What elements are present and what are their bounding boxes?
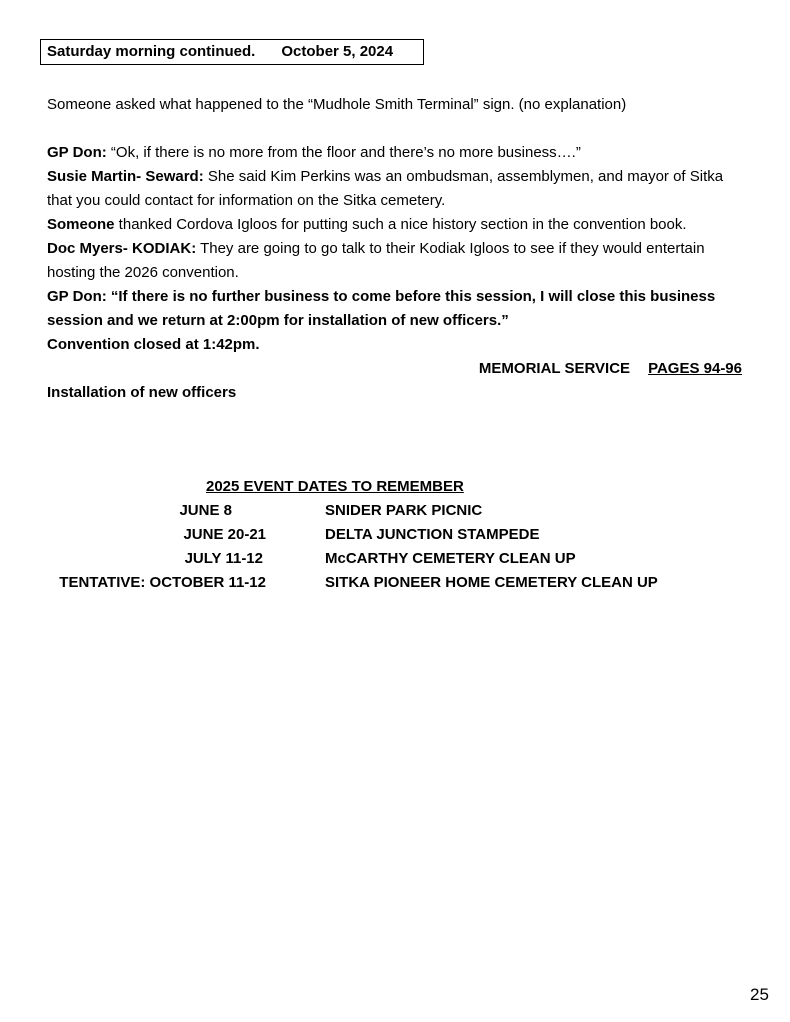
memorial-service-line	[47, 357, 752, 381]
installation-heading: Installation of new officers	[47, 384, 237, 401]
page-number: 25	[750, 985, 769, 1004]
convention-closed: Convention closed at 1:42pm.	[47, 336, 260, 353]
event-date: JUNE 20-21	[183, 526, 266, 543]
event-row	[0, 499, 790, 523]
someone-statement	[47, 213, 752, 237]
speaker-name: Doc Myers- KODIAK:	[47, 240, 197, 257]
section-header-box	[40, 39, 424, 65]
gp-don-statement-1	[47, 141, 752, 165]
statement-text: “Ok, if there is no more from the floor and there’s no more business….”	[106, 144, 581, 161]
event-date: JUNE 8	[179, 502, 232, 519]
section-header-date: October 5, 2024	[281, 43, 394, 60]
event-date: JULY 11-12	[184, 550, 263, 567]
event-row	[0, 547, 790, 571]
statement-text: thanked Cordova Igloos for putting such a nice history section in the convention book.	[114, 216, 687, 233]
event-dates-title: 2025 EVENT DATES TO REMEMBER	[206, 478, 464, 495]
event-name: SITKA PIONEER HOME CEMETERY CLEAN UP	[325, 574, 658, 591]
statement-text: She said Kim Perkins was an ombudsman, assemblymen, and mayor of Sitka that you could contact for information on the Sitka cemetery.	[47, 168, 724, 209]
section-header-label: Saturday morning continued.	[47, 43, 256, 60]
speaker-name: GP Don:	[47, 144, 107, 161]
event-name: DELTA JUNCTION STAMPEDE	[325, 526, 540, 543]
event-name: McCARTHY CEMETERY CLEAN UP	[325, 550, 576, 567]
event-name: SNIDER PARK PICNIC	[325, 502, 483, 519]
memorial-pages-ref: PAGES 94-96	[648, 360, 742, 377]
minutes-body	[47, 93, 752, 405]
event-row	[0, 523, 790, 547]
memorial-service-label: MEMORIAL SERVICE	[478, 360, 631, 377]
susie-statement	[47, 165, 752, 213]
doc-myers-statement	[47, 237, 752, 285]
event-date: TENTATIVE: OCTOBER 11-12	[59, 574, 266, 591]
event-row	[0, 571, 790, 595]
statement-text: They are going to go talk to their Kodiak Igloos to see if they would entertain hosting the 2026 convention.	[47, 240, 705, 281]
mudhole-paragraph: Someone asked what happened to the “Mudhole Smith Terminal” sign. (no explanation)	[47, 96, 627, 113]
speaker-name: Someone	[47, 216, 115, 233]
paragraph-gap	[47, 117, 752, 141]
gp-don-statement-2: GP Don: “If there is no further business to come before this session, I will close this business session and we return at 2:00pm for installation of new officers.”	[47, 288, 716, 329]
speaker-name: Susie Martin- Seward:	[47, 168, 204, 185]
